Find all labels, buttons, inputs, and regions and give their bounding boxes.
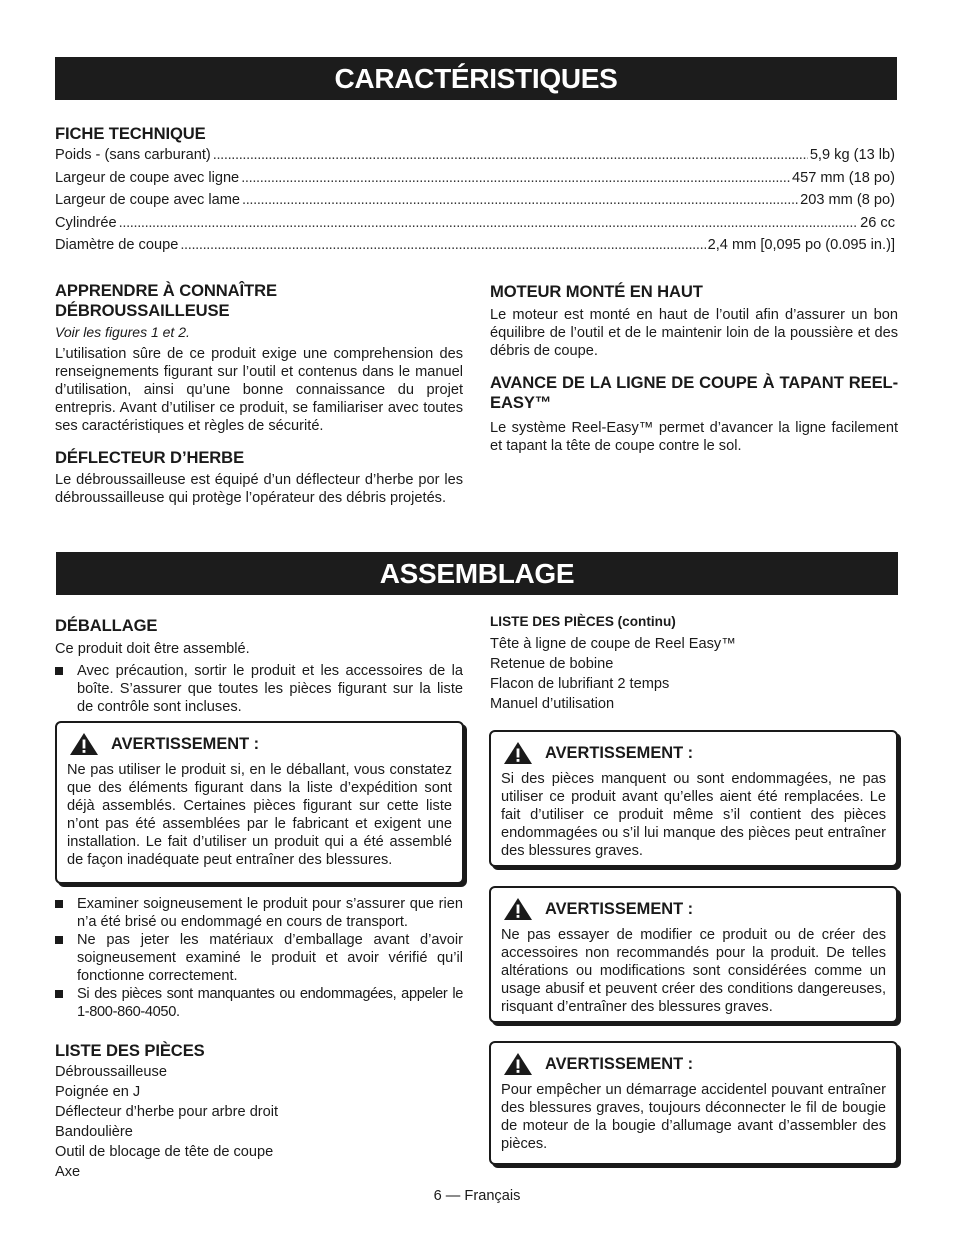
warning-triangle-icon: [503, 897, 533, 921]
deflecteur-body: Le débroussailleuse est équipé d’un déflecteur d’herbe por les débroussailleuse qui protège l’opérateur des débris projetés.: [55, 472, 463, 506]
warning-box-4: [489, 1041, 898, 1165]
spec-label: Diamètre de coupe: [55, 237, 179, 253]
list-item: Bandoulière: [55, 1124, 133, 1140]
dot-leader: [213, 146, 808, 164]
deballage-intro: Ce produit doit être assemblé.: [55, 641, 250, 657]
spec-value: 457 mm (18 po): [791, 169, 895, 186]
spec-table: [55, 146, 895, 259]
warning-title: AVERTISSEMENT :: [545, 744, 694, 762]
spec-row: [55, 214, 895, 237]
warning-text: Ne pas essayer de modifier ce produit ou de créer des accessoires non recommandés pour la produit. De telles altérations ou modifications sont considérées comme un usage abusif et peuvent créer des conditions dangereuses, risquant d’entraîner des blessures graves.: [501, 927, 886, 1015]
dot-leader: [180, 236, 705, 254]
list-item: Axe: [55, 1164, 81, 1180]
warning-box-2: [489, 730, 898, 867]
warning-text: Si des pièces manquent ou sont endommagées, ne pas utiliser ce produit avant qu’elles aient été remplacées. Le fait d’utiliser ce produit même s’il contient des pièces endommagées ou s’il lui manque des pièces peut entraîner des blessures graves.: [501, 771, 886, 859]
spec-value: 5,9 kg (13 lb): [809, 147, 895, 163]
spec-label: Cylindrée: [55, 214, 117, 231]
deballage-bullet-list: [55, 662, 463, 716]
warning-title: AVERTISSEMENT :: [545, 900, 694, 918]
list-item: [55, 662, 463, 716]
apprendre-heading-line2: DÉBROUSSAILLEUSE: [55, 301, 230, 320]
spec-label: Largeur de coupe avec lame: [55, 192, 240, 208]
figure-note: Voir les figures 1 et 2.: [55, 324, 190, 340]
warning-header: [501, 896, 886, 922]
spec-label: Poids - (sans carburant): [55, 147, 211, 163]
dot-leader: [119, 214, 858, 232]
page-footer: 6 — Français: [433, 1188, 521, 1204]
warning-text: Ne pas utiliser le produit si, en le déballant, vous constatez que des éléments figurant dans la liste d’expédition sont déjà assemblés. Certaines pièces figurant sur cette liste n’ont pas été assemblées par le fabricant et exigent une installation. Le fait d’utiliser un produit qui a été assemblé de façon inadéquate peut entraîner des blessures.: [67, 762, 452, 868]
liste-continu-heading: LISTE DES PIÈCES (continu): [490, 614, 676, 629]
list-item: Flacon de lubrifiant 2 temps: [490, 676, 670, 692]
spec-row: [55, 191, 895, 214]
warning-header: [501, 1051, 886, 1077]
list-item: Poignée en J: [55, 1084, 141, 1100]
moteur-body: Le moteur est monté en haut de l’outil afin d’assurer un bon équilibre de l’outil et de le maintenir loin de la poussière et des débris de coupe.: [490, 307, 898, 359]
warning-header: [501, 740, 886, 766]
list-item: [55, 985, 463, 1021]
list-item: Manuel d’utilisation: [490, 696, 615, 712]
warning-box-1: [55, 721, 464, 884]
list-item: Débroussailleuse: [55, 1064, 167, 1080]
bullet-square: [55, 662, 77, 716]
warning-triangle-icon: [69, 732, 99, 756]
spec-label: Largeur de coupe avec ligne: [55, 169, 240, 186]
dot-leader: [241, 169, 790, 187]
spec-row: [55, 169, 895, 192]
list-item: Retenue de bobine: [490, 656, 614, 672]
avance-body: Le système Reel-Easy™ permet d’avancer la ligne facilement et tapant la tête de coupe contre le sol.: [490, 420, 898, 454]
spec-row: [55, 146, 895, 169]
spec-row: [55, 236, 895, 259]
list-item: [55, 931, 463, 985]
section-banner-assemblage: ASSEMBLAGE: [56, 552, 898, 595]
bullet-text: Avec précaution, sortir le produit et les accessoires de la boîte. S’assurer que toutes les pièces figurant sur la liste de contrôle sont incluses.: [77, 663, 463, 715]
spec-value: 26 cc: [860, 214, 895, 231]
list-item: Outil de blocage de tête de coupe: [55, 1144, 274, 1160]
warning-triangle-icon: [503, 741, 533, 765]
avance-heading: AVANCE DE LA LIGNE DE COUPE À TAPANT REEL-EASY™: [490, 373, 898, 412]
liste-pieces-heading: LISTE DES PIÈCES: [55, 1041, 205, 1060]
fiche-technique-heading: FICHE TECHNIQUE: [55, 124, 206, 143]
deflecteur-heading: DÉFLECTEUR D’HERBE: [55, 448, 245, 467]
bullet-text: Si des pièces sont manquantes ou endommagées, appeler le 1-800-860-4050.: [77, 986, 463, 1020]
warning-title: AVERTISSEMENT :: [111, 735, 260, 753]
deballage-heading: DÉBALLAGE: [55, 616, 158, 635]
warning-box-3: [489, 886, 898, 1023]
parts-list: [55, 1063, 278, 1183]
deballage-bullet-list-2: [55, 895, 463, 1021]
dot-leader: [242, 191, 798, 209]
bullet-square: [55, 895, 77, 931]
moteur-heading: MOTEUR MONTÉ EN HAUT: [490, 282, 703, 301]
warning-title: AVERTISSEMENT :: [545, 1055, 694, 1073]
apprendre-body: L’utilisation sûre de ce produit exige une comprehension des renseignements figurant sur l’outil et contenus dans le manuel d’utilisation, ainsi qu’une bonne connaissance du projet entrepris. Avant d’utiliser ce produit, se familiariser avec toutes ses caractéristiques et règles de sécurité.: [55, 346, 463, 434]
bullet-text: Ne pas jeter les matériaux d’emballage avant d’avoir soigneusement examiné le produit et avoir vérifié qu’il fonctionne correctement.: [77, 932, 463, 984]
section-banner-caracteristiques: CARACTÉRISTIQUES: [55, 57, 897, 100]
list-item: Tête à ligne de coupe de Reel Easy™: [490, 636, 736, 652]
apprendre-heading-line1: APPRENDRE À CONNAÎTRE: [55, 281, 277, 300]
list-item: [55, 895, 463, 931]
warning-text: Pour empêcher un démarrage accidentel pouvant entraîner des blessures graves, toujours déconnecter le fil de bougie de moteur de la bougie d’allumage avant d’assembler des pièces.: [501, 1082, 886, 1152]
apprendre-heading: [55, 281, 465, 321]
bullet-square: [55, 985, 77, 1021]
parts-list-continued: [490, 635, 736, 715]
warning-triangle-icon: [503, 1052, 533, 1076]
warning-header: [67, 731, 452, 757]
bullet-text: Examiner soigneusement le produit pour s’assurer que rien n’a été brisé ou endommagé en cours de transport.: [77, 896, 463, 930]
bullet-square: [55, 931, 77, 985]
list-item: Déflecteur d’herbe pour arbre droit: [55, 1104, 279, 1120]
spec-value: 2,4 mm [0,095 po (0.095 in.)]: [707, 237, 895, 253]
spec-value: 203 mm (8 po): [800, 192, 895, 208]
